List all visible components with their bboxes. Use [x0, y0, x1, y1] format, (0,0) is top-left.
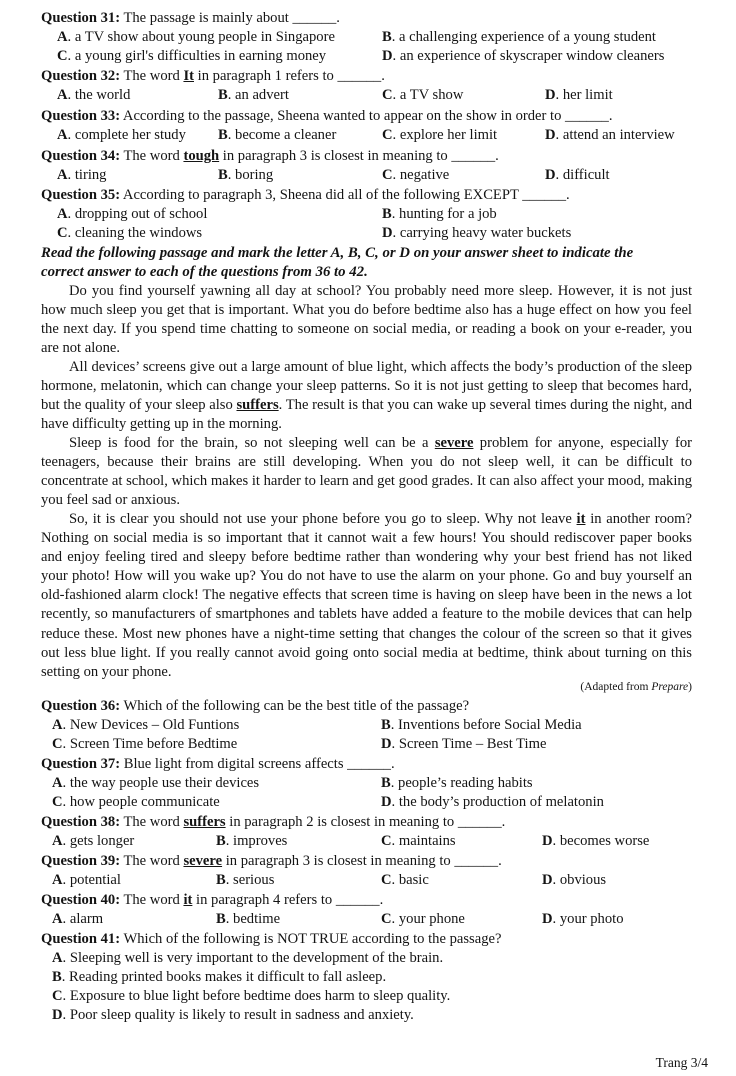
option-b[interactable]: B. Inventions before Social Media: [381, 717, 582, 733]
option-a[interactable]: A. gets longer: [52, 833, 135, 849]
source-citation: (Adapted from Prepare): [580, 681, 692, 693]
keyword: suffers: [183, 814, 226, 830]
option-c[interactable]: C. cleaning the windows: [57, 225, 203, 241]
option-a[interactable]: A. a TV show about young people in Singapore: [57, 29, 335, 45]
option-b[interactable]: B. boring: [218, 167, 274, 183]
question-33-options: [0, 126, 736, 145]
option-a[interactable]: A. New Devices – Old Funtions: [52, 717, 240, 733]
question-40: Question 40: The word it in paragraph 4 refers to ______.: [41, 892, 384, 908]
question-32-options: [0, 86, 736, 105]
option-a[interactable]: A. dropping out of school: [57, 206, 208, 222]
option-d[interactable]: D. your photo: [542, 911, 624, 927]
option-c[interactable]: C. a TV show: [382, 87, 464, 103]
question-35: Question 35: According to paragraph 3, Sheena did all of the following EXCEPT ______.: [41, 187, 570, 203]
option-c[interactable]: C. your phone: [381, 911, 465, 927]
option-c[interactable]: C. maintains: [381, 833, 456, 849]
passage-paragraph-3: Sleep is food for the brain, so not sleeping well can be a severe problem for anyone, especially for teenagers, because their brains are still developing. When you do not sleep well, it can be difficult to concentrate at school, which makes it harder to learn and get good grades. It can also affect your mood, making you feel sad or anxious.: [41, 435, 692, 509]
question-39-options: [0, 871, 736, 890]
keyword: it: [183, 892, 193, 908]
page-number: Trang 3/4: [655, 1055, 708, 1070]
passage-paragraph-2: All devices’ screens give out a large amount of blue light, which affects the body’s production of the sleep hormone, melatonin, which can change your sleep patterns. So it is not just getting to sleep that becomes hard, but the quality of your sleep also suffers. The result is that you can wake up several times during the night, and have difficulty getting up in the morning.: [41, 359, 692, 433]
option-d[interactable]: D. difficult: [545, 167, 610, 183]
instruction: Read the following passage and mark the letter A, B, C, or D on your answer sheet to indicate the: [41, 245, 634, 261]
question-32: Question 32: The word It in paragraph 1 refers to ______.: [41, 68, 385, 84]
option-a[interactable]: A. alarm: [52, 911, 104, 927]
question-38: Question 38: The word suffers in paragraph 2 is closest in meaning to ______.: [41, 814, 506, 830]
question-33: Question 33: According to the passage, Sheena wanted to appear on the show in order to ______.: [41, 108, 613, 124]
option-d[interactable]: D. obvious: [542, 872, 607, 888]
option-a[interactable]: A. tiring: [57, 167, 107, 183]
option-d[interactable]: D. Screen Time – Best Time: [381, 736, 547, 752]
option-b[interactable]: B. improves: [216, 833, 288, 849]
question-34-options: [0, 166, 736, 185]
option-b[interactable]: B. people’s reading habits: [381, 775, 533, 791]
keyword-severe: severe: [434, 435, 474, 451]
option-a[interactable]: A. potential: [52, 872, 121, 888]
option-b[interactable]: B. bedtime: [216, 911, 281, 927]
option-b[interactable]: B. become a cleaner: [218, 127, 337, 143]
option-a[interactable]: A. the world: [57, 87, 131, 103]
question-31-options-cd: [0, 47, 736, 66]
passage-paragraph-4: So, it is clear you should not use your phone before you go to sleep. Why not leave it in another room? Nothing on social media is so important that it cannot wait a few hours! You should rediscover paper books and enjoy feeling tired and sleepy before bedtime rather than wondering why your best friend has not liked your photo! How will you wake up? You do not have to use the alarm on your phone. Go and buy yourself an old-fashioned alarm clock! The negative effects that screen time is having on sleep have been in the news a lot recently, so manufacturers of smartphones and tablets have added a feature to the mobile devices that can help reduce these. Most new phones have a night-time setting that changes the colour of the screen so that it gives out less blue light. If you really cannot avoid going onto social media at bedtime, think about turning on this setting on your phone.: [41, 511, 692, 680]
option-d[interactable]: D. becomes worse: [542, 833, 650, 849]
keyword: It: [183, 68, 194, 84]
option-c[interactable]: C. basic: [381, 872, 429, 888]
question-37-options-cd: [0, 793, 736, 812]
question-38-options: [0, 832, 736, 851]
option-b[interactable]: B. an advert: [218, 87, 289, 103]
page-footer: [0, 1053, 736, 1072]
option-b[interactable]: B. serious: [216, 872, 275, 888]
question-40-options: [0, 910, 736, 929]
option-c[interactable]: C. negative: [382, 167, 450, 183]
question-31: Question 31: The passage is mainly about ______.: [41, 10, 340, 26]
question-41: Question 41: Which of the following is NOT TRUE according to the passage?: [41, 931, 502, 947]
question-37-options-ab: [0, 774, 736, 793]
option-c[interactable]: C. how people communicate: [52, 794, 220, 810]
option-c[interactable]: C. Screen Time before Bedtime: [52, 736, 238, 752]
instruction-line-2: correct answer to each of the questions from 36 to 42.: [41, 264, 368, 280]
option-d[interactable]: D. carrying heavy water buckets: [382, 225, 572, 241]
question-41-option-c[interactable]: C. Exposure to blue light before bedtime does harm to sleep quality.: [52, 988, 451, 1004]
option-d[interactable]: D. an experience of skyscraper window cleaners: [382, 48, 665, 64]
option-a[interactable]: A. complete her study: [57, 127, 186, 143]
option-b[interactable]: B. hunting for a job: [382, 206, 497, 222]
keyword-it: it: [576, 511, 586, 527]
option-a[interactable]: A. the way people use their devices: [52, 775, 260, 791]
question-41-option-b[interactable]: B. Reading printed books makes it difficult to fall asleep.: [52, 969, 387, 985]
question-39: Question 39: The word severe in paragraph 3 is closest in meaning to ______.: [41, 853, 502, 869]
option-b[interactable]: B. a challenging experience of a young student: [382, 29, 656, 45]
keyword: tough: [183, 148, 220, 164]
option-d[interactable]: D. her limit: [545, 87, 613, 103]
question-31-options-ab: [0, 28, 736, 47]
question-36-options-ab: [0, 716, 736, 735]
question-35-options-ab: [0, 205, 736, 224]
question-34: Question 34: The word tough in paragraph 3 is closest in meaning to ______.: [41, 148, 499, 164]
option-c[interactable]: C. a young girl's difficulties in earning money: [57, 48, 327, 64]
question-35-options-cd: [0, 224, 736, 243]
passage-paragraph-1: Do you find yourself yawning all day at school? You probably need more sleep. However, it is not just how much sleep you get that is important. What you do before bedtime also has a huge effect on how you feel the next day. If you spend time chatting to someone on social media, or reading a book on your e-reader, you are not alone.: [41, 283, 692, 357]
keyword: severe: [183, 853, 223, 869]
option-d[interactable]: D. the body’s production of melatonin: [381, 794, 604, 810]
keyword-suffers: suffers: [236, 397, 279, 414]
question-37: Question 37: Blue light from digital screens affects ______.: [41, 756, 395, 772]
question-41-option-a[interactable]: A. Sleeping well is very important to the development of the brain.: [52, 950, 444, 966]
option-c[interactable]: C. explore her limit: [382, 127, 498, 143]
option-d[interactable]: D. attend an interview: [545, 127, 675, 143]
question-36: Question 36: Which of the following can be the best title of the passage?: [41, 698, 470, 714]
question-36-options-cd: [0, 735, 736, 754]
question-41-option-d[interactable]: D. Poor sleep quality is likely to result in sadness and anxiety.: [52, 1007, 414, 1023]
